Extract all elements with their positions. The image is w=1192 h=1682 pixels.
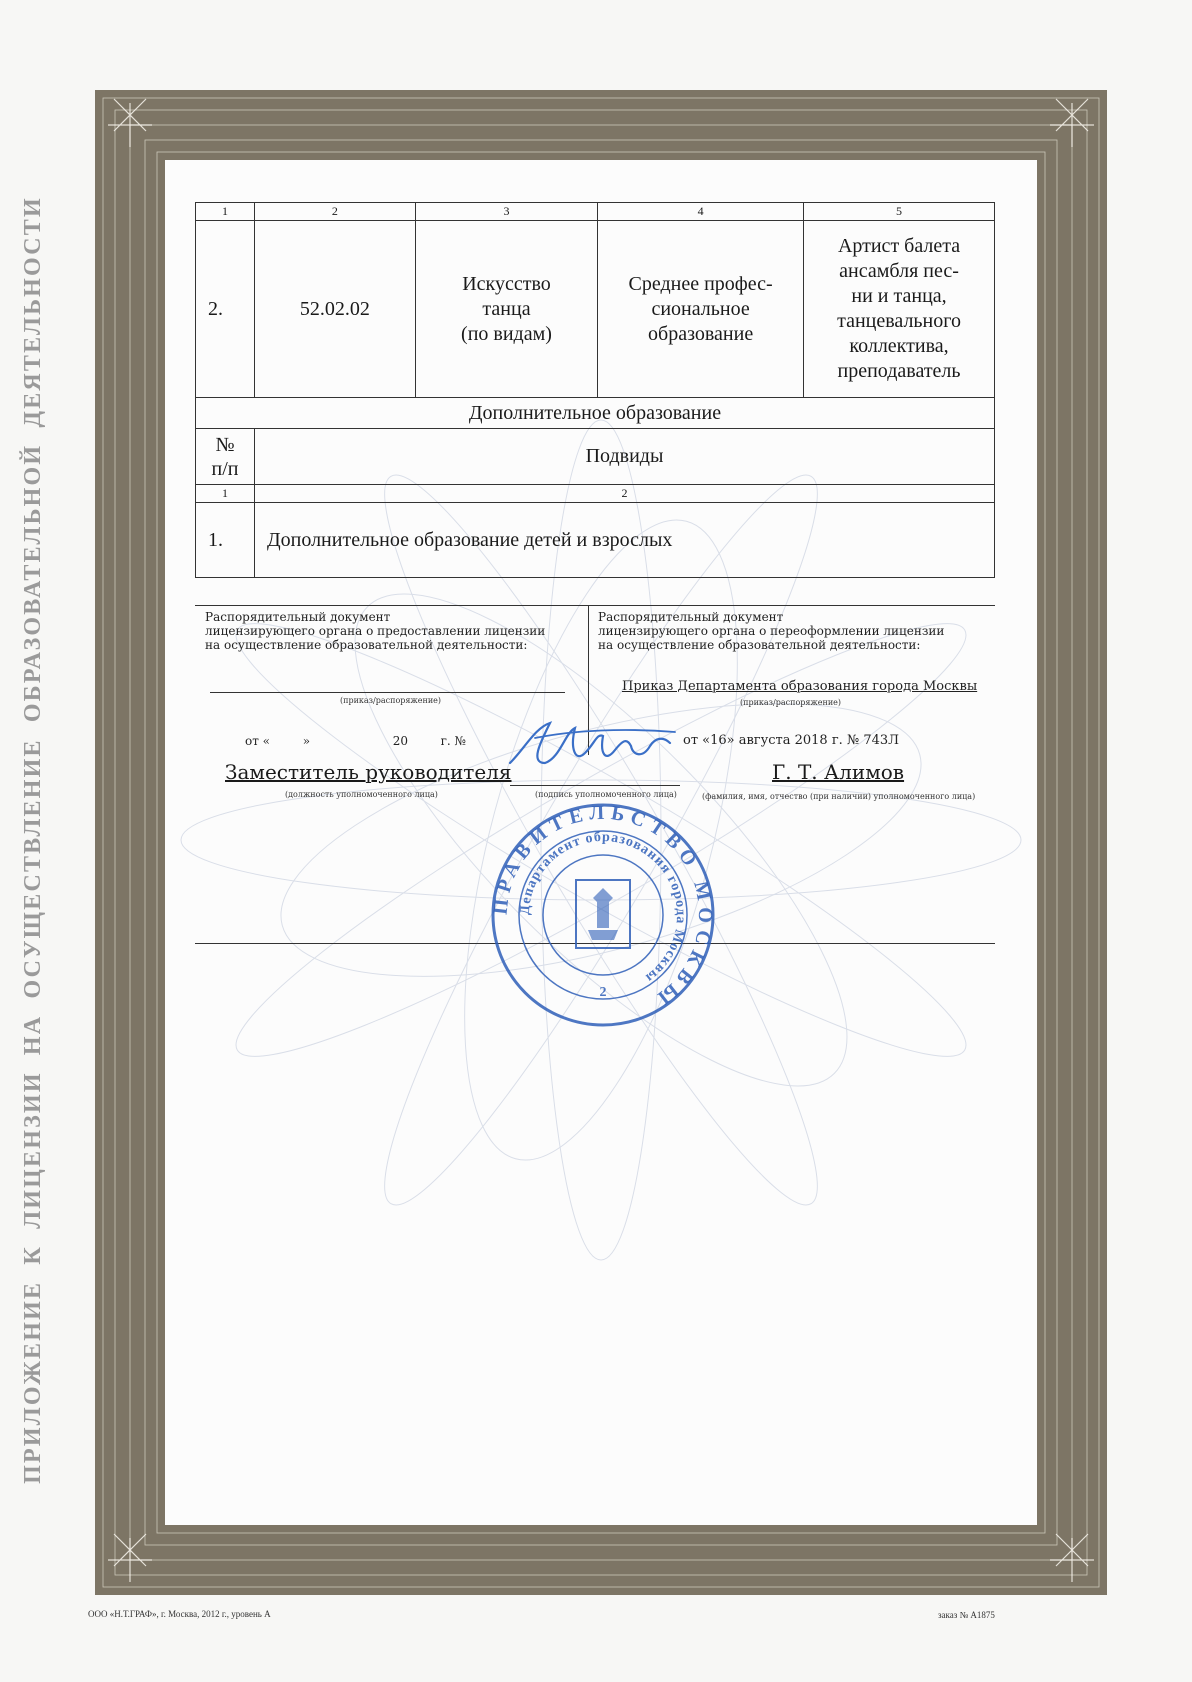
- signature-caption: (подпись уполномоченного лица): [535, 790, 677, 799]
- printer-info: ООО «Н.Т.ГРАФ», г. Москва, 2012 г., уровень А: [88, 1609, 271, 1619]
- position-caption: (должность уполномоченного лица): [285, 790, 438, 799]
- header-cell: 3: [415, 203, 597, 221]
- sub-number-header: № п/п: [196, 429, 255, 485]
- header-cell: 1: [196, 485, 255, 503]
- program-code: 52.02.02: [254, 221, 415, 398]
- header-cell: 1: [196, 203, 255, 221]
- reissue-doc-text: Распорядительный документ лицензирующего органа о переоформлении лицензии на осуществление образовательной деятельности:: [598, 610, 945, 652]
- header-cell: 5: [804, 203, 995, 221]
- section-title: Дополнительное образование: [196, 398, 995, 429]
- name-caption: (фамилия, имя, отчество (при наличии) уполномоченного лица): [702, 792, 976, 801]
- header-cell: 2: [254, 203, 415, 221]
- issue-order-caption: (приказ/распоряжение): [340, 696, 442, 705]
- table-header-row: [196, 203, 995, 221]
- svg-text:ПРАВИТЕЛЬСТВО МОСКВЫ: ПРАВИТЕЛЬСТВО МОСКВЫ: [489, 801, 717, 1013]
- sub-header-row: [196, 429, 995, 485]
- table-row: [196, 503, 995, 578]
- row-number: 2.: [196, 221, 255, 398]
- programs-table: [195, 202, 995, 578]
- sub-title-header: Подвиды: [254, 429, 994, 485]
- table-row: [196, 221, 995, 398]
- issue-order-line: [210, 692, 565, 693]
- header-cell: 4: [598, 203, 804, 221]
- subtype-text: Дополнительное образование детей и взрослых: [254, 503, 994, 578]
- reissue-order: Приказ Департамента образования города Москвы: [622, 679, 978, 694]
- sub-number-row: [196, 485, 995, 503]
- signer-name: Г. Т. Алимов: [772, 760, 905, 784]
- issue-doc-text: Распорядительный документ лицензирующего органа о предоставлении лицензии на осуществление образовательной деятельности:: [205, 610, 546, 652]
- row-number: 1.: [196, 503, 255, 578]
- svg-text:Департамент образования города: Департамент образования города Москвы: [517, 829, 689, 986]
- header-cell: 2: [254, 485, 994, 503]
- program-name: Искусство танца (по видам): [415, 221, 597, 398]
- reissue-order-caption: (приказ/распоряжение): [740, 698, 842, 707]
- reissue-date: от «16» августа 2018 г. № 743Л: [683, 733, 900, 748]
- handwritten-signature: [505, 708, 680, 778]
- signature-line: [510, 785, 680, 786]
- order-number: заказ № А1875: [938, 1610, 995, 1620]
- svg-text:2: 2: [599, 985, 607, 1000]
- official-stamp: [488, 800, 718, 1030]
- signer-position: Заместитель руководителя: [225, 760, 512, 784]
- side-title: ПРИЛОЖЕНИЕ К ЛИЦЕНЗИИ НА ОСУЩЕСТВЛЕНИЕ ОБРАЗОВАТЕЛЬНОЙ ДЕЯТЕЛЬНОСТИ: [20, 196, 46, 1484]
- issue-date: от « » 20 г. №: [245, 734, 466, 748]
- qualification: Артист балета ансамбля пес- ни и танца, танцевального коллектива, преподаватель: [804, 221, 995, 398]
- section-title-row: [196, 398, 995, 429]
- education-level: Среднее профес- сиональное образование: [598, 221, 804, 398]
